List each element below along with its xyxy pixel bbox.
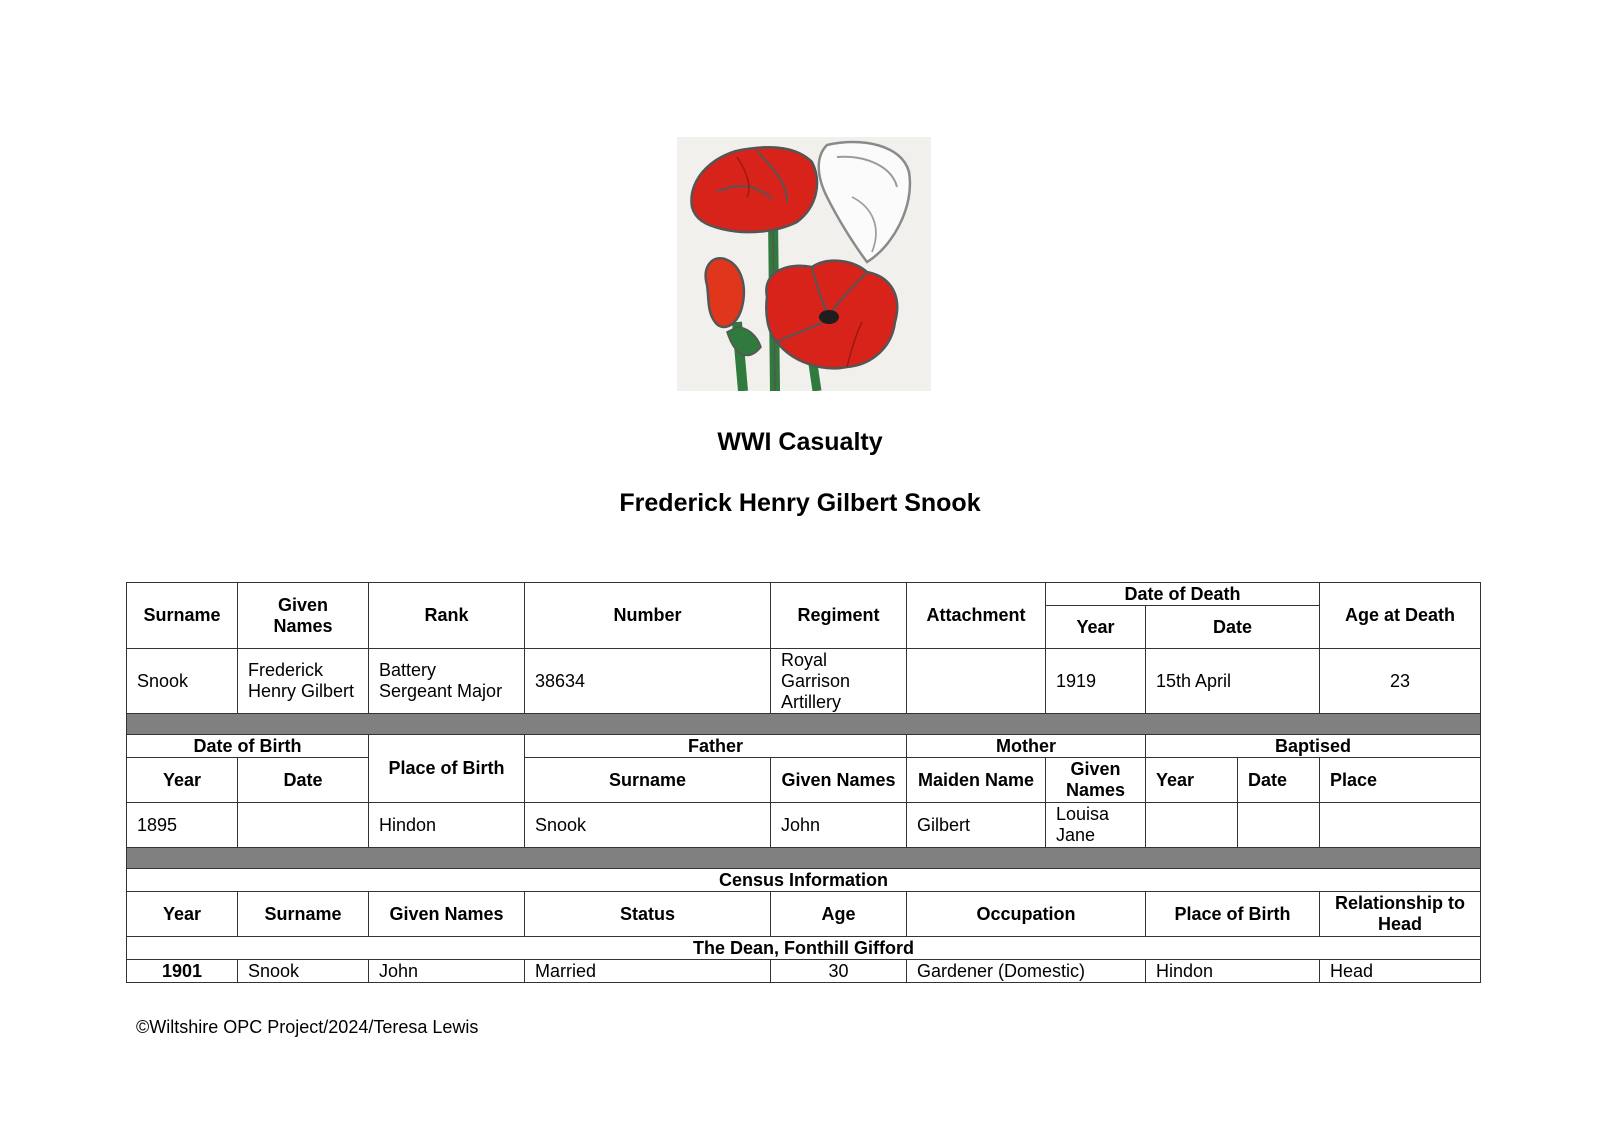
section-divider (127, 714, 1481, 735)
father-surname-value: Snook (525, 803, 771, 848)
rank-header: Rank (369, 583, 525, 649)
regiment-value: Royal Garrison Artillery (771, 649, 907, 714)
surname-value: Snook (127, 649, 238, 714)
birth-date-header: Date (238, 758, 369, 803)
number-header: Number (525, 583, 771, 649)
mother-given-names-value: Louisa Jane (1046, 803, 1146, 848)
casualty-name-heading: Frederick Henry Gilbert Snook (619, 489, 981, 517)
baptism-place-value (1320, 803, 1481, 848)
baptism-year-header: Year (1146, 758, 1238, 803)
death-date-value: 15th April (1146, 649, 1320, 714)
baptism-date-value (1238, 803, 1320, 848)
mother-maiden-name-value: Gilbert (907, 803, 1046, 848)
baptism-place-header: Place (1320, 758, 1481, 803)
census-year-value: 1901 (127, 960, 238, 983)
surname-header: Surname (127, 583, 238, 649)
death-year-header: Year (1046, 606, 1146, 649)
census-relationship-header: Relationship to Head (1320, 892, 1481, 937)
attachment-header: Attachment (907, 583, 1046, 649)
census-given-names-value: John (369, 960, 525, 983)
age-at-death-value: 23 (1320, 649, 1481, 714)
census-relationship-value: Head (1320, 960, 1481, 983)
given-names-header: Given Names (238, 583, 369, 649)
birth-year-header: Year (127, 758, 238, 803)
census-place-of-birth-header: Place of Birth (1146, 892, 1320, 937)
casualty-record-table (126, 582, 1481, 983)
rank-value: Battery Sergeant Major (369, 649, 525, 714)
baptism-year-value (1146, 803, 1238, 848)
census-surname-value: Snook (238, 960, 369, 983)
father-given-names-header: Given Names (771, 758, 907, 803)
birth-year-value: 1895 (127, 803, 238, 848)
father-header: Father (525, 735, 907, 758)
age-at-death-header: Age at Death (1320, 583, 1481, 649)
place-of-birth-header: Place of Birth (369, 735, 525, 803)
date-of-death-header: Date of Death (1046, 583, 1320, 606)
census-occupation-header: Occupation (907, 892, 1146, 937)
census-place-of-birth-value: Hindon (1146, 960, 1320, 983)
death-year-value: 1919 (1046, 649, 1146, 714)
census-status-value: Married (525, 960, 771, 983)
place-of-birth-value: Hindon (369, 803, 525, 848)
census-status-header: Status (525, 892, 771, 937)
census-location: The Dean, Fonthill Gifford (127, 937, 1481, 960)
father-given-names-value: John (771, 803, 907, 848)
mother-header: Mother (907, 735, 1146, 758)
given-names-value: Frederick Henry Gilbert (238, 649, 369, 714)
section-divider (127, 848, 1481, 869)
census-age-header: Age (771, 892, 907, 937)
attachment-value (907, 649, 1046, 714)
census-occupation-value: Gardener (Domestic) (907, 960, 1146, 983)
census-year-header: Year (127, 892, 238, 937)
census-age-value: 30 (771, 960, 907, 983)
birth-date-value (238, 803, 369, 848)
mother-given-names-header: Given Names (1046, 758, 1146, 803)
page-title: WWI Casualty (717, 428, 883, 456)
copyright-footer: ©Wiltshire OPC Project/2024/Teresa Lewis (136, 1017, 479, 1037)
baptised-header: Baptised (1146, 735, 1481, 758)
date-of-birth-header: Date of Birth (127, 735, 369, 758)
baptism-date-header: Date (1238, 758, 1320, 803)
poppy-stained-glass-image (677, 137, 931, 391)
number-value: 38634 (525, 649, 771, 714)
census-surname-header: Surname (238, 892, 369, 937)
table-row (127, 960, 1481, 983)
census-given-names-header: Given Names (369, 892, 525, 937)
death-date-header: Date (1146, 606, 1320, 649)
census-title: Census Information (127, 869, 1481, 892)
father-surname-header: Surname (525, 758, 771, 803)
mother-maiden-name-header: Maiden Name (907, 758, 1046, 803)
regiment-header: Regiment (771, 583, 907, 649)
